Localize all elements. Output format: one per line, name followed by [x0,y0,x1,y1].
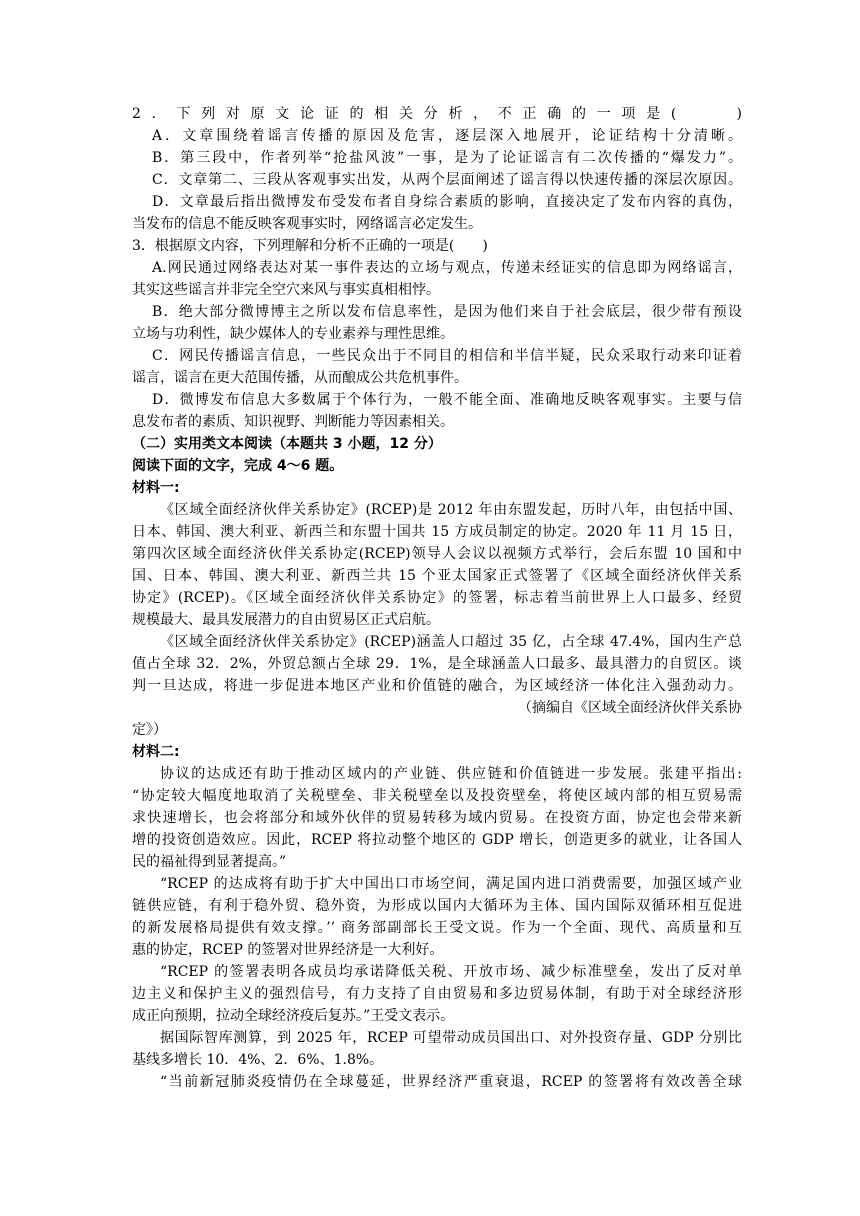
material-2-p1-line5: 民的福祉得到显著提高。” [132,854,287,870]
q2-option-a: A．文章围绕着谣言传播的原因及危害，逐层深入地展开，论证结构十分清晰。 [152,128,742,144]
material-1-p1-line6: 规模最大、最具发展潜力的自由贸易区正式启航。 [132,612,440,628]
material-2-p5-line1: “当前新冠肺炎疫情仍在全球蔓延，世界经济严重衰退，RCEP 的签署将有效改善全球 [160,1074,742,1090]
material-1-source: （摘编自《区域全面经济伙伴关系协 [518,700,742,716]
material-1-p2-line2: 值占全球 32．2%，外贸总额占全球 29．1%，是全球涵盖人口最多、最具潜力的自贸区。谈 [132,656,742,672]
section-heading: （二）实用类文本阅读（本题共 3 小题，12 分） [132,436,442,452]
q2-option-c: C．文章第二、三段从客观事实出发，从两个层面阐述了谣言得以快速传播的深层次原因。 [152,172,742,188]
q3-option-a-cont: 其实这些谣言并非完全空穴来风与事实真相相悖。 [132,282,440,298]
material-2-p4-line2: 基线多增长 10．4%、2．6%、1.8%。 [132,1052,384,1068]
material-2-p2-line2: 链供应链，有利于稳外贸、稳外资，为形成以国内大循环为主体、国内国际双循环相互促进 [132,898,742,914]
q2-option-d-cont: 当发布的信息不能反映客观事实时，网络谣言必定发生。 [132,216,482,232]
instruction: 阅读下面的文字，完成 4～6 题。 [132,458,344,474]
material-2-p3-line2: 边主义和保护主义的强烈信号，有力支持了自由贸易和多边贸易体制，有助于对全球经济形 [132,986,742,1002]
q3-option-d-cont: 息发布者的素质、知识视野、判断能力等因素相关。 [132,414,454,430]
material-1-source-cont: 定》） [132,722,167,738]
material-1-p1-line1: 《区域全面经济伙伴关系协定》(RCEP)是 2012 年由东盟发起，历时八年，由包括中国、 [160,502,742,518]
material-2-p2-line3: 的新发展格局提供有效支撑。’’ 商务部副部长王受文说。作为一个全面、现代、高质量和互 [132,920,742,936]
material-1-p1-line3: 第四次区域全面经济伙伴关系协定(RCEP)领导人会议以视频方式举行，会后东盟 10 国和中 [132,546,742,562]
material-1-p1-line4: 国、日本、韩国、澳大利亚、新西兰共 15 个亚太国家正式签署了《区域全面经济伙伴关系 [132,568,742,584]
material-2-label: 材料二: [132,744,180,760]
material-2-p1-line1: 协议的达成还有助于推动区域内的产业链、供应链和价值链进一步发展。张建平指出: [160,766,742,782]
material-2-p2-line1: “RCEP 的达成将有助于扩大中国出口市场空间，满足国内进口消费需要，加强区域产业 [160,876,742,892]
material-2-p1-line4: 增的投资创造效应。因此，RCEP 将拉动整个地区的 GDP 增长，创造更多的就业，让各国人 [132,832,742,848]
material-1-label: 材料一: [132,480,180,496]
q3-option-a: A.网民通过网络表达对某一事件表达的立场与观点，传递未经证实的信息即为网络谣言， [152,260,742,276]
q3-option-d: D．微博发布信息大多数属于个体行为，一般不能全面、准确地反映客观事实。主要与信 [152,392,742,408]
material-2-p1-line3: 求快速增长，也会将部分和域外伙伴的贸易转移为域内贸易。在投资方面，协定也会带来新 [132,810,742,826]
material-2-p4-line1: 据国际智库测算，到 2025 年，RCEP 可望带动成员国出口、对外投资存量、GDP 分别比 [160,1030,742,1046]
q3-option-c-cont: 谣言，谣言在更大范围传播，从而酿成公共危机事件。 [132,370,468,386]
q3-option-c: C．网民传播谣言信息，一些民众出于不同目的相信和半信半疑，民众采取行动来印证着 [152,348,742,364]
material-2-p1-line2: “协定较大幅度地取消了关税壁垒、非关税壁垒以及投资壁垒，将使区域内部的相互贸易需 [132,788,742,804]
material-1-p2-line3: 判一旦达成，将进一步促进本地区产业和价值链的融合，为区域经济一体化注入强劲动力。 [132,678,742,694]
q2-option-d: D．文章最后指出微博发布受发布者自身综合素质的影响，直接决定了发布内容的真伪， [152,194,742,210]
material-1-p1-line5: 协定》(RCEP)。《区域全面经济伙伴关系协定》的签署，标志着当前世界上人口最多、经贸 [132,590,742,606]
q3-option-b-cont: 立场与功利性，缺少媒体人的专业素养与理性思维。 [132,326,454,342]
question-2-stem: 2．下列对原文论证的相关分析，不正确的一项是( ) [132,106,742,122]
question-3-stem: 3．根据原文内容，下列理解和分析不正确的一项是( ) [132,238,488,254]
material-1-p1-line2: 日本、韩国、澳大利亚、新西兰和东盟十国共 15 方成员制定的协定。2020 年 11 月 15 日， [132,524,742,540]
material-1-p2-line1: 《区域全面经济伙伴关系协定》(RCEP)涵盖人口超过 35 亿，占全球 47.4%，国内生产总 [160,634,742,650]
material-2-p3-line3: 成正向预期，拉动全球经济疫后复苏。”王受文表示。 [132,1008,455,1024]
material-2-p3-line1: “RCEP 的签署表明各成员均承诺降低关税、开放市场、减少标准壁垒，发出了反对单 [160,964,742,980]
material-2-p2-line4: 惠的协定，RCEP 的签署对世界经济是一大利好。 [132,942,444,958]
q2-option-b: B．第三段中，作者列举“抢盐风波”一事，是为了论证谣言有二次传播的“爆发力”。 [152,150,742,166]
q3-option-b: B．绝大部分微博博主之所以发布信息率性，是因为他们来自于社会底层，很少带有预设 [152,304,742,320]
